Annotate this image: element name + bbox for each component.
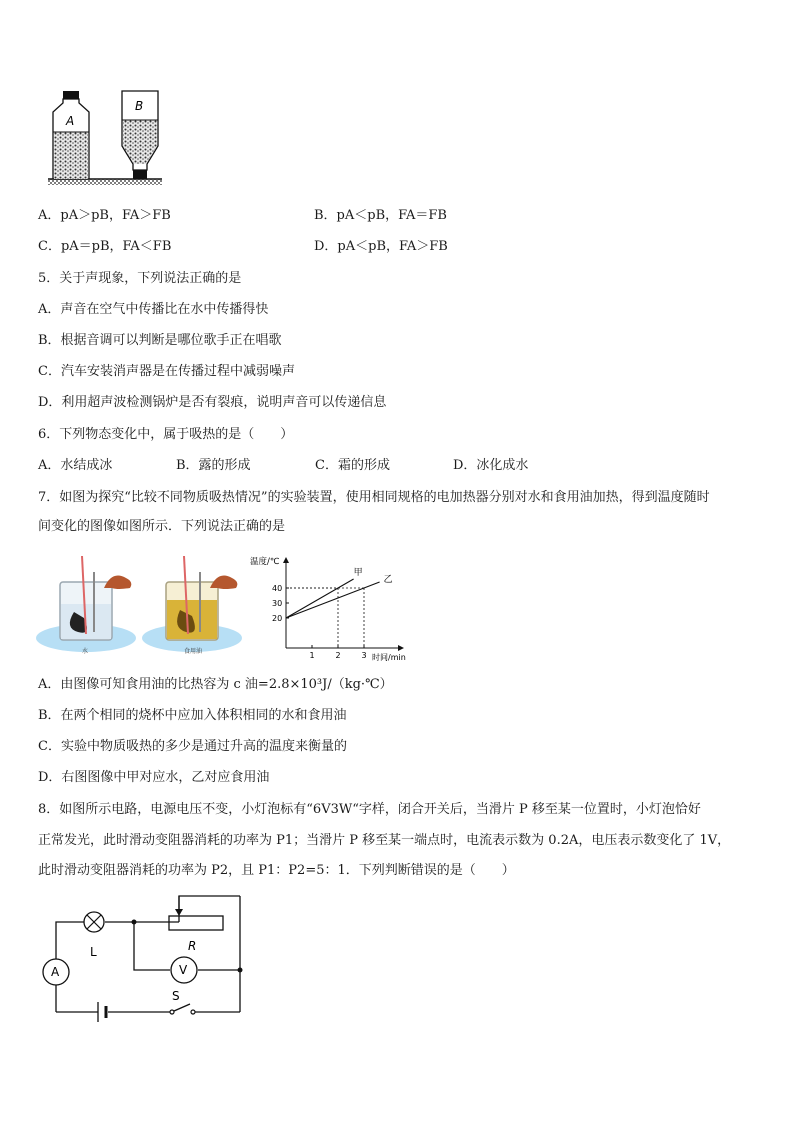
- bottles-figure: [44, 88, 164, 188]
- switch-label: S: [172, 989, 180, 1003]
- q7-stem-line2: 间变化的图像如图所示．下列说法正确的是: [38, 519, 286, 534]
- rheostat-label: R: [188, 939, 197, 953]
- circuit-wires: [56, 896, 240, 1012]
- q6-stem: 6．下列物态变化中，属于吸热的是（ ）: [38, 427, 294, 442]
- q5-option-c[interactable]: C．汽车安装消声器是在传播过程中减弱噪声: [38, 364, 295, 379]
- temperature-time-chart: [248, 548, 420, 664]
- bottle-a-label: A: [66, 114, 75, 128]
- rheostat-slider: [175, 896, 183, 916]
- bottle-b: [122, 91, 158, 179]
- q5-option-b[interactable]: B．根据音调可以判断是哪位歌手正在唱歌: [38, 333, 282, 348]
- voltmeter-label: V: [179, 963, 188, 977]
- beakers-figure: [34, 552, 244, 660]
- x-tick-label: 3: [361, 651, 367, 660]
- ground-hatch: [48, 179, 162, 185]
- circuit-diagram: [34, 892, 249, 1027]
- q7-stem-line1: 7．如图为探究“比较不同物质吸热情况”的实验装置，使用相同规格的电加热器分别对水和食用油加热，得到温度随时: [38, 490, 710, 505]
- water-beaker: [36, 556, 136, 655]
- switch-s: [170, 1004, 195, 1014]
- x-tick-label: 2: [335, 651, 341, 660]
- voltmeter: [171, 957, 197, 983]
- bottle-a: [53, 91, 89, 179]
- q7-option-b[interactable]: B．在两个相同的烧杯中应加入体积相同的水和食用油: [38, 708, 347, 723]
- q6-option-d[interactable]: D．冰化成水: [453, 458, 529, 473]
- q4-option-d[interactable]: D．pA＜pB，FA＞FB: [314, 239, 448, 254]
- battery: [98, 1002, 106, 1022]
- series-line-1: [286, 579, 354, 618]
- q6-option-b[interactable]: B．露的形成: [176, 458, 251, 473]
- oil-beaker: [142, 556, 242, 655]
- x-tick-label: 1: [309, 651, 315, 660]
- water-beaker-label: 水: [82, 648, 89, 655]
- q8-stem-line1: 8．如图所示电路，电源电压不变，小灯泡标有“6V3W“字样，闭合开关后，当滑片 P 移至某一位置时，小灯泡恰好: [38, 802, 701, 817]
- q8-stem-line2: 正常发光，此时滑动变阻器消耗的功率为 P1；当滑片 P 移至某一端点时，电流表示数为 0.2A，电压表示数变化了 1V，: [38, 833, 731, 848]
- ammeter: [43, 959, 69, 985]
- q5-option-a[interactable]: A．声音在空气中传播比在水中传播得快: [38, 302, 269, 317]
- bottle-b-label: B: [135, 99, 144, 113]
- ammeter-label: A: [51, 965, 60, 979]
- series-label-1: 甲: [353, 568, 363, 578]
- series-line-2: [286, 582, 380, 618]
- q7-option-c[interactable]: C．实验中物质吸热的多少是通过升高的温度来衡量的: [38, 739, 347, 754]
- q5-stem: 5．关于声现象，下列说法正确的是: [38, 271, 242, 286]
- q8-stem-line3: 此时滑动变阻器消耗的功率为 P2，且 P1：P2=5：1．下列判断错误的是（ ）: [38, 863, 515, 878]
- q6-option-c[interactable]: C．霜的形成: [315, 458, 390, 473]
- q4-option-a[interactable]: A．pA＞pB，FA＞FB: [38, 208, 171, 223]
- lamp-label: L: [90, 945, 97, 959]
- lamp-l: [84, 912, 104, 932]
- y-axis-label: 温度/℃: [250, 557, 280, 567]
- oil-beaker-label: 食用油: [184, 648, 203, 655]
- q6-option-a[interactable]: A．水结成冰: [38, 458, 113, 473]
- q5-option-d[interactable]: D．利用超声波检测锅炉是否有裂痕，说明声音可以传递信息: [38, 395, 387, 410]
- y-tick-label: 20: [272, 614, 283, 623]
- series-label-2: 乙: [383, 575, 393, 585]
- q7-option-a[interactable]: A．由图像可知食用油的比热容为 c 油=2.8×10³J/（kg·℃）: [38, 677, 393, 692]
- q7-option-d[interactable]: D．右图图像中甲对应水，乙对应食用油: [38, 770, 270, 785]
- y-tick-label: 30: [272, 599, 283, 608]
- x-axis-label: 时间/min: [372, 653, 406, 662]
- q4-option-b[interactable]: B．pA＜pB，FA＝FB: [314, 208, 447, 223]
- q4-option-c[interactable]: C．pA＝pB，FA＜FB: [38, 239, 172, 254]
- y-tick-label: 40: [272, 584, 283, 593]
